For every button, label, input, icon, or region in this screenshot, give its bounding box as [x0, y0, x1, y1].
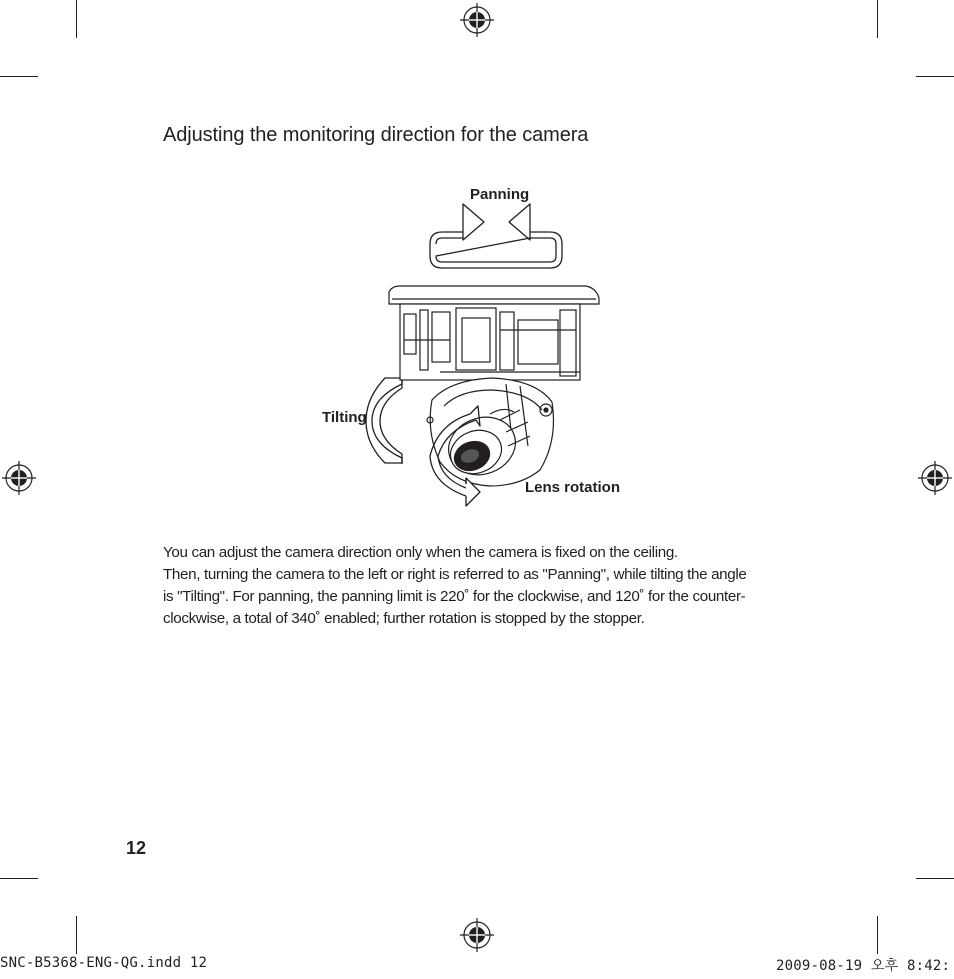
slug-datetime: 2009-08-19 오후 8:42:: [776, 958, 951, 974]
page-number: 12: [126, 838, 147, 858]
registration-mark-icon: [460, 918, 494, 952]
panning-label: Panning: [470, 186, 530, 203]
tilting-label: Tilting: [322, 409, 367, 426]
slug-filename: SNC-B5368-ENG-QG.indd 12: [0, 955, 208, 971]
section-heading: Adjusting the monitoring direction for the camera: [163, 124, 589, 146]
dome-camera-illustration: [389, 286, 599, 486]
panning-arrow-icon: [430, 204, 562, 268]
registration-mark-icon: [918, 461, 952, 495]
tilting-arrow-icon: [366, 378, 402, 464]
body-paragraph: [163, 542, 803, 630]
lens-rotation-label: Lens rotation: [525, 479, 621, 496]
registration-mark-icon: [460, 3, 494, 37]
body-line: You can adjust the camera direction only when the camera is fixed on the ceiling.: [163, 544, 678, 561]
body-line: Then, turning the camera to the left or right is referred to as "Panning", while tilting the angle: [163, 566, 747, 583]
registration-mark-icon: [2, 461, 36, 495]
body-line: is "Tilting". For panning, the panning limit is 220˚ for the clockwise, and 120˚ for the counter-: [163, 588, 746, 605]
body-line: clockwise, a total of 340˚ enabled; further rotation is stopped by the stopper.: [163, 610, 645, 627]
